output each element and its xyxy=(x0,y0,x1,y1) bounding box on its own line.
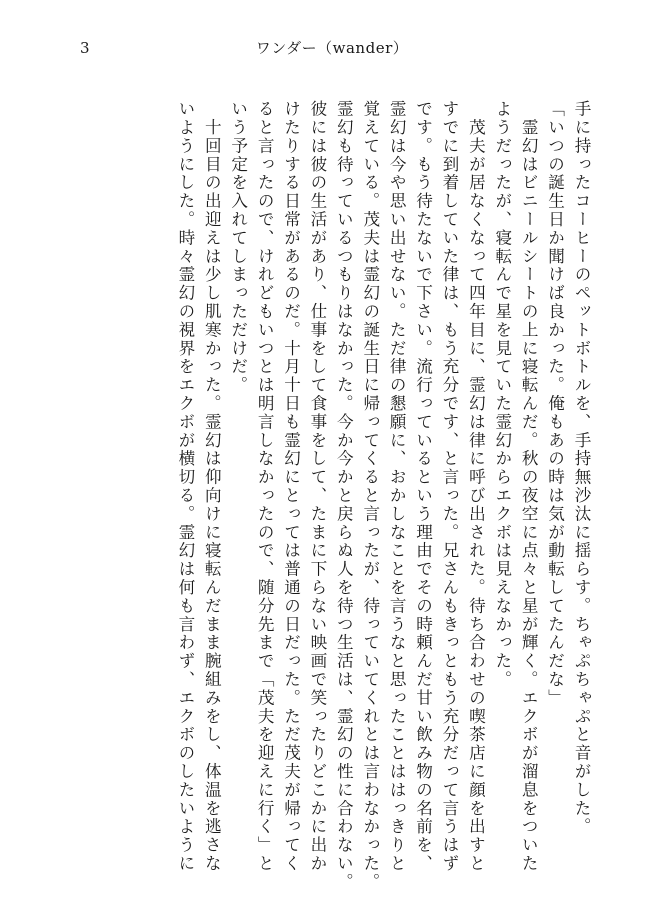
text-column-13: ると言ったので、けれどもいつとは明言しなかったので、随分先まで「茂夫を迎えに行く」と xyxy=(255,100,275,873)
text-column-14: いう予定を入れてしまっただけだ。 xyxy=(228,100,248,395)
text-column-10: 霊幻も待っているつもりはなかった。今か今かと戻らぬ人を待つ生活は、霊幻の性に合わない。 xyxy=(334,100,354,892)
text-column-6: すでに到着していた律は、もう充分です、と言った。兄さんもきっともう充分だって言うはず xyxy=(439,100,459,873)
text-column-15: 十回目の出迎えは少し肌寒かった。霊幻は仰向けに寝転んだまま腕組みをし、体温を逃さな xyxy=(202,100,222,873)
text-column-5: 茂夫が居なくなって四年目に、霊幻は律に呼び出された。待ち合わせの喫茶店に顔を出すと xyxy=(466,100,486,873)
text-column-1: 手に持ったコーヒーのペットボトルを、手持無沙汰に揺らす。ちゃぷちゃぷと音がした。 xyxy=(572,100,591,836)
page-number: 3 xyxy=(80,39,90,57)
text-column-8: 霊幻は今や思い出せない。ただ律の懇願に、おかしなことを言うなと思ったことははっきりと xyxy=(387,100,407,873)
vertical-text-block xyxy=(84,100,594,892)
text-column-4: ようだったが、寝転んで星を見ていた霊幻からエクボは見えなかった。 xyxy=(492,100,512,689)
text-column-11: 彼には彼の生活があり、仕事をして食事をして、たまに下らない映画で笑ったりどこかに出か xyxy=(307,100,327,873)
text-column-12: けたりする日常があるのだ。十月十日も霊幻にとっては普通の日だった。ただ茂夫が帰ってく xyxy=(281,100,301,873)
text-column-7: です。もう待たないで下さい。流行っているという理由でその時頼んだ甘い飲み物の名前を、 xyxy=(413,100,433,873)
running-title: ワンダー（wander） xyxy=(255,39,409,57)
text-column-3: 霊幻はビニールシートの上に寝転んだ。秋の夜空に点々と星が輝く。エクボが溜息をついた xyxy=(519,100,539,873)
text-column-9: 覚えている。茂夫は霊幻の誕生日に帰ってくると言ったが、待っていてくれとは言わなかった。 xyxy=(360,100,380,892)
text-column-16: いようにした。時々霊幻の視界をエクボが横切る。霊幻は何も言わず、エクボのしたいように xyxy=(175,100,195,873)
text-column-2: 「いつの誕生日か聞けば良かった。俺もあの時は気が動転してたんだな」 xyxy=(545,100,565,708)
